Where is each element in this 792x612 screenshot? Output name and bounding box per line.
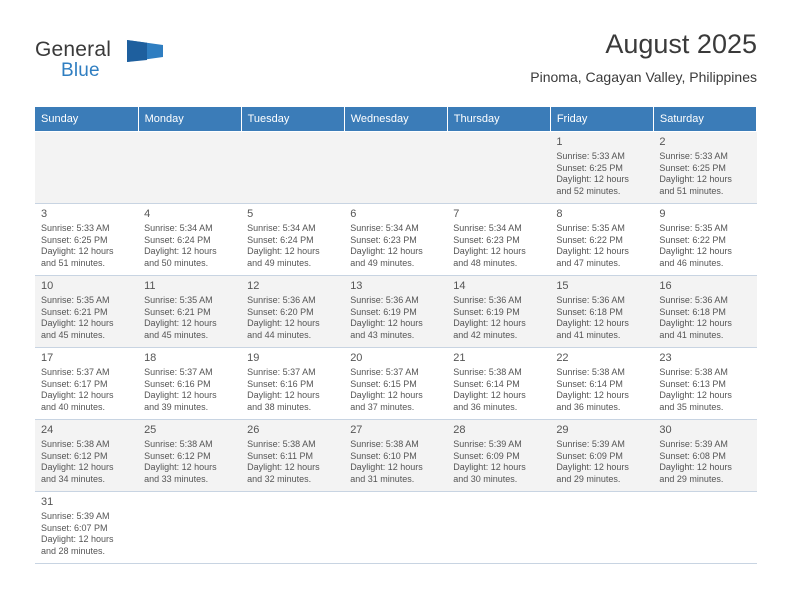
sunset-text: Sunset: 6:10 PM <box>350 450 417 461</box>
day-number: 23 <box>659 352 672 364</box>
day-number: 20 <box>350 352 363 364</box>
sunrise-text: Sunrise: 5:33 AM <box>41 223 110 233</box>
daylight-text-1: Daylight: 12 hours <box>659 462 732 472</box>
day-cell <box>653 132 756 204</box>
weekday-header-tuesday: Tuesday <box>241 107 344 132</box>
sunset-text: Sunset: 6:12 PM <box>41 450 108 461</box>
day-info <box>556 151 647 197</box>
daylight-text-2: and 29 minutes. <box>659 473 724 484</box>
daylight-text-1: Daylight: 12 hours <box>556 390 629 400</box>
day-number: 1 <box>556 136 563 148</box>
day-info <box>144 439 235 485</box>
day-number: 10 <box>41 280 54 292</box>
day-cell <box>35 492 138 564</box>
day-cell <box>653 276 756 348</box>
daylight-text-2: and 45 minutes. <box>41 329 106 340</box>
daylight-text-1: Daylight: 12 hours <box>41 390 114 400</box>
day-number: 9 <box>659 208 666 220</box>
logo-text-blue: Blue <box>61 60 100 81</box>
day-cell <box>550 420 653 492</box>
day-cell <box>241 420 344 492</box>
daylight-text-2: and 31 minutes. <box>350 473 415 484</box>
day-cell <box>138 204 241 276</box>
daylight-text-2: and 44 minutes. <box>247 329 312 340</box>
daylight-text-2: and 37 minutes. <box>350 401 415 412</box>
day-cell <box>447 132 550 204</box>
day-number: 4 <box>144 208 151 220</box>
daylight-text-1: Daylight: 12 hours <box>350 462 423 472</box>
logo <box>35 38 235 92</box>
day-cell <box>138 420 241 492</box>
daylight-text-2: and 52 minutes. <box>556 185 621 196</box>
day-cell <box>550 492 653 564</box>
daylight-text-1: Daylight: 12 hours <box>41 462 114 472</box>
calendar-week-row <box>35 492 757 564</box>
day-cell <box>35 204 138 276</box>
daylight-text-2: and 42 minutes. <box>453 329 518 340</box>
day-number: 18 <box>144 352 157 364</box>
day-info <box>144 223 235 269</box>
sunrise-text: Sunrise: 5:38 AM <box>659 367 728 377</box>
sunset-text: Sunset: 6:25 PM <box>41 234 108 245</box>
day-cell <box>447 492 550 564</box>
sunset-text: Sunset: 6:08 PM <box>659 450 726 461</box>
day-cell <box>241 204 344 276</box>
sunrise-text: Sunrise: 5:37 AM <box>144 367 213 377</box>
day-cell <box>344 348 447 420</box>
day-info <box>247 223 338 269</box>
daylight-text-1: Daylight: 12 hours <box>556 318 629 328</box>
day-number: 11 <box>144 280 156 292</box>
day-info <box>659 367 750 413</box>
sunset-text: Sunset: 6:07 PM <box>41 522 108 533</box>
day-cell <box>447 420 550 492</box>
day-info <box>247 295 338 341</box>
sunrise-text: Sunrise: 5:37 AM <box>41 367 110 377</box>
daylight-text-1: Daylight: 12 hours <box>247 246 320 256</box>
daylight-text-2: and 49 minutes. <box>350 257 415 268</box>
day-number: 5 <box>247 208 254 220</box>
day-info <box>556 295 647 341</box>
daylight-text-1: Daylight: 12 hours <box>556 246 629 256</box>
sunrise-text: Sunrise: 5:34 AM <box>247 223 316 233</box>
sunrise-text: Sunrise: 5:38 AM <box>453 367 522 377</box>
daylight-text-2: and 43 minutes. <box>350 329 415 340</box>
day-info <box>41 511 132 557</box>
weekday-header-friday: Friday <box>550 107 653 132</box>
daylight-text-1: Daylight: 12 hours <box>453 318 526 328</box>
daylight-text-2: and 32 minutes. <box>247 473 312 484</box>
sunset-text: Sunset: 6:09 PM <box>556 450 623 461</box>
day-number: 30 <box>659 424 672 436</box>
day-number: 8 <box>556 208 563 220</box>
flag-icon <box>127 40 163 62</box>
weekday-header-saturday: Saturday <box>653 107 756 132</box>
day-cell <box>344 492 447 564</box>
daylight-text-1: Daylight: 12 hours <box>247 390 320 400</box>
sunrise-text: Sunrise: 5:35 AM <box>41 295 110 305</box>
sunset-text: Sunset: 6:18 PM <box>659 306 726 317</box>
day-info <box>41 295 132 341</box>
day-cell <box>241 132 344 204</box>
day-info <box>144 367 235 413</box>
sunset-text: Sunset: 6:22 PM <box>659 234 726 245</box>
weekday-header-monday: Monday <box>138 107 241 132</box>
day-cell <box>241 276 344 348</box>
sunset-text: Sunset: 6:15 PM <box>350 378 417 389</box>
day-info <box>453 223 544 269</box>
daylight-text-2: and 48 minutes. <box>453 257 518 268</box>
sunrise-text: Sunrise: 5:38 AM <box>41 439 110 449</box>
sunrise-text: Sunrise: 5:38 AM <box>350 439 419 449</box>
sunrise-text: Sunrise: 5:39 AM <box>41 511 110 521</box>
day-info <box>453 439 544 485</box>
location-subtitle: Pinoma, Cagayan Valley, Philippines <box>530 69 757 85</box>
sunrise-text: Sunrise: 5:36 AM <box>556 295 625 305</box>
daylight-text-1: Daylight: 12 hours <box>659 246 732 256</box>
day-cell <box>447 348 550 420</box>
sunrise-text: Sunrise: 5:39 AM <box>453 439 522 449</box>
day-cell <box>653 204 756 276</box>
daylight-text-2: and 28 minutes. <box>41 545 106 556</box>
daylight-text-1: Daylight: 12 hours <box>453 462 526 472</box>
title-block <box>530 28 757 85</box>
daylight-text-2: and 38 minutes. <box>247 401 312 412</box>
sunset-text: Sunset: 6:25 PM <box>659 162 726 173</box>
day-cell <box>35 132 138 204</box>
daylight-text-1: Daylight: 12 hours <box>41 534 114 544</box>
day-info <box>144 295 235 341</box>
day-cell <box>138 276 241 348</box>
day-number: 24 <box>41 424 54 436</box>
day-cell <box>138 492 241 564</box>
daylight-text-2: and 36 minutes. <box>556 401 621 412</box>
sunrise-text: Sunrise: 5:37 AM <box>247 367 316 377</box>
daylight-text-2: and 45 minutes. <box>144 329 209 340</box>
daylight-text-1: Daylight: 12 hours <box>350 246 423 256</box>
day-cell <box>653 348 756 420</box>
sunrise-text: Sunrise: 5:39 AM <box>659 439 728 449</box>
daylight-text-1: Daylight: 12 hours <box>659 390 732 400</box>
daylight-text-2: and 40 minutes. <box>41 401 106 412</box>
calendar-week-row <box>35 204 757 276</box>
sunset-text: Sunset: 6:25 PM <box>556 162 623 173</box>
daylight-text-2: and 47 minutes. <box>556 257 621 268</box>
day-cell <box>138 132 241 204</box>
daylight-text-2: and 30 minutes. <box>453 473 518 484</box>
day-number: 7 <box>453 208 460 220</box>
calendar-table <box>35 106 757 564</box>
day-number: 31 <box>41 496 54 508</box>
day-cell <box>653 420 756 492</box>
daylight-text-2: and 51 minutes. <box>659 185 724 196</box>
day-info <box>659 295 750 341</box>
day-info <box>350 439 441 485</box>
daylight-text-1: Daylight: 12 hours <box>41 246 114 256</box>
daylight-text-1: Daylight: 12 hours <box>144 246 217 256</box>
day-cell <box>344 132 447 204</box>
day-cell <box>35 348 138 420</box>
page-title: August 2025 <box>605 29 757 59</box>
daylight-text-2: and 50 minutes. <box>144 257 209 268</box>
day-info <box>41 439 132 485</box>
day-cell <box>447 276 550 348</box>
day-number: 13 <box>350 280 363 292</box>
daylight-text-2: and 41 minutes. <box>556 329 621 340</box>
sunrise-text: Sunrise: 5:35 AM <box>144 295 213 305</box>
daylight-text-2: and 29 minutes. <box>556 473 621 484</box>
calendar-week-row <box>35 420 757 492</box>
sunrise-text: Sunrise: 5:38 AM <box>144 439 213 449</box>
sunrise-text: Sunrise: 5:34 AM <box>144 223 213 233</box>
day-number: 19 <box>247 352 260 364</box>
sunset-text: Sunset: 6:13 PM <box>659 378 726 389</box>
day-cell <box>550 204 653 276</box>
daylight-text-1: Daylight: 12 hours <box>144 318 217 328</box>
day-number: 6 <box>350 208 357 220</box>
daylight-text-1: Daylight: 12 hours <box>453 390 526 400</box>
daylight-text-1: Daylight: 12 hours <box>144 390 217 400</box>
sunrise-text: Sunrise: 5:34 AM <box>350 223 419 233</box>
day-info <box>556 367 647 413</box>
sunset-text: Sunset: 6:22 PM <box>556 234 623 245</box>
sunrise-text: Sunrise: 5:36 AM <box>659 295 728 305</box>
sunset-text: Sunset: 6:21 PM <box>41 306 108 317</box>
day-number: 3 <box>41 208 48 220</box>
weekday-header-wednesday: Wednesday <box>344 107 447 132</box>
daylight-text-1: Daylight: 12 hours <box>247 318 320 328</box>
sunset-text: Sunset: 6:09 PM <box>453 450 520 461</box>
daylight-text-1: Daylight: 12 hours <box>556 462 629 472</box>
day-info <box>659 223 750 269</box>
day-number: 27 <box>350 424 363 436</box>
sunrise-text: Sunrise: 5:36 AM <box>453 295 522 305</box>
sunset-text: Sunset: 6:16 PM <box>247 378 314 389</box>
sunset-text: Sunset: 6:14 PM <box>453 378 520 389</box>
day-number: 16 <box>659 280 672 292</box>
sunrise-text: Sunrise: 5:38 AM <box>556 367 625 377</box>
day-number: 17 <box>41 352 54 364</box>
day-number: 21 <box>453 352 466 364</box>
page-header <box>35 28 757 100</box>
sunrise-text: Sunrise: 5:37 AM <box>350 367 419 377</box>
day-number: 28 <box>453 424 466 436</box>
sunset-text: Sunset: 6:11 PM <box>247 450 313 461</box>
sunset-text: Sunset: 6:12 PM <box>144 450 211 461</box>
sunrise-text: Sunrise: 5:35 AM <box>556 223 625 233</box>
calendar-week-row <box>35 276 757 348</box>
day-number: 26 <box>247 424 260 436</box>
daylight-text-2: and 49 minutes. <box>247 257 312 268</box>
daylight-text-2: and 35 minutes. <box>659 401 724 412</box>
daylight-text-2: and 51 minutes. <box>41 257 106 268</box>
weekday-header-row <box>35 107 757 132</box>
day-info <box>453 367 544 413</box>
sunrise-text: Sunrise: 5:36 AM <box>350 295 419 305</box>
day-info <box>659 439 750 485</box>
sunset-text: Sunset: 6:23 PM <box>453 234 520 245</box>
day-cell <box>344 276 447 348</box>
sunset-text: Sunset: 6:24 PM <box>247 234 314 245</box>
day-number: 14 <box>453 280 466 292</box>
daylight-text-2: and 41 minutes. <box>659 329 724 340</box>
day-number: 2 <box>659 136 666 148</box>
daylight-text-1: Daylight: 12 hours <box>453 246 526 256</box>
sunset-text: Sunset: 6:21 PM <box>144 306 211 317</box>
day-info <box>453 295 544 341</box>
day-cell <box>35 420 138 492</box>
sunset-text: Sunset: 6:16 PM <box>144 378 211 389</box>
daylight-text-1: Daylight: 12 hours <box>41 318 114 328</box>
sunset-text: Sunset: 6:24 PM <box>144 234 211 245</box>
weekday-header-sunday: Sunday <box>35 107 138 132</box>
day-info <box>41 223 132 269</box>
sunset-text: Sunset: 6:19 PM <box>350 306 417 317</box>
day-cell <box>241 348 344 420</box>
sunrise-text: Sunrise: 5:39 AM <box>556 439 625 449</box>
logo-text-general: General <box>35 38 112 61</box>
weekday-header-thursday: Thursday <box>447 107 550 132</box>
calendar-week-row <box>35 132 757 204</box>
sunset-text: Sunset: 6:19 PM <box>453 306 520 317</box>
day-cell <box>35 276 138 348</box>
daylight-text-1: Daylight: 12 hours <box>556 174 629 184</box>
calendar-week-row <box>35 348 757 420</box>
daylight-text-2: and 34 minutes. <box>41 473 106 484</box>
day-info <box>41 367 132 413</box>
day-cell <box>138 348 241 420</box>
daylight-text-1: Daylight: 12 hours <box>144 462 217 472</box>
sunset-text: Sunset: 6:17 PM <box>41 378 108 389</box>
day-cell <box>653 492 756 564</box>
day-cell <box>550 348 653 420</box>
sunset-text: Sunset: 6:20 PM <box>247 306 314 317</box>
day-cell <box>241 492 344 564</box>
sunrise-text: Sunrise: 5:35 AM <box>659 223 728 233</box>
day-info <box>556 223 647 269</box>
day-cell <box>447 204 550 276</box>
day-info <box>350 223 441 269</box>
sunrise-text: Sunrise: 5:38 AM <box>247 439 316 449</box>
daylight-text-2: and 46 minutes. <box>659 257 724 268</box>
day-info <box>350 367 441 413</box>
daylight-text-1: Daylight: 12 hours <box>350 390 423 400</box>
day-cell <box>344 204 447 276</box>
day-cell <box>550 276 653 348</box>
sunset-text: Sunset: 6:23 PM <box>350 234 417 245</box>
sunset-text: Sunset: 6:18 PM <box>556 306 623 317</box>
day-number: 15 <box>556 280 569 292</box>
daylight-text-1: Daylight: 12 hours <box>247 462 320 472</box>
day-cell <box>550 132 653 204</box>
daylight-text-2: and 33 minutes. <box>144 473 209 484</box>
daylight-text-1: Daylight: 12 hours <box>659 318 732 328</box>
day-number: 12 <box>247 280 260 292</box>
day-info <box>350 295 441 341</box>
day-cell <box>344 420 447 492</box>
daylight-text-1: Daylight: 12 hours <box>659 174 732 184</box>
day-info <box>247 367 338 413</box>
day-number: 29 <box>556 424 569 436</box>
daylight-text-2: and 39 minutes. <box>144 401 209 412</box>
sunset-text: Sunset: 6:14 PM <box>556 378 623 389</box>
sunrise-text: Sunrise: 5:34 AM <box>453 223 522 233</box>
day-info <box>556 439 647 485</box>
day-number: 22 <box>556 352 569 364</box>
daylight-text-2: and 36 minutes. <box>453 401 518 412</box>
day-info <box>659 151 750 197</box>
day-number: 25 <box>144 424 157 436</box>
daylight-text-1: Daylight: 12 hours <box>350 318 423 328</box>
sunrise-text: Sunrise: 5:33 AM <box>556 151 625 161</box>
sunrise-text: Sunrise: 5:36 AM <box>247 295 316 305</box>
day-info <box>247 439 338 485</box>
sunrise-text: Sunrise: 5:33 AM <box>659 151 728 161</box>
